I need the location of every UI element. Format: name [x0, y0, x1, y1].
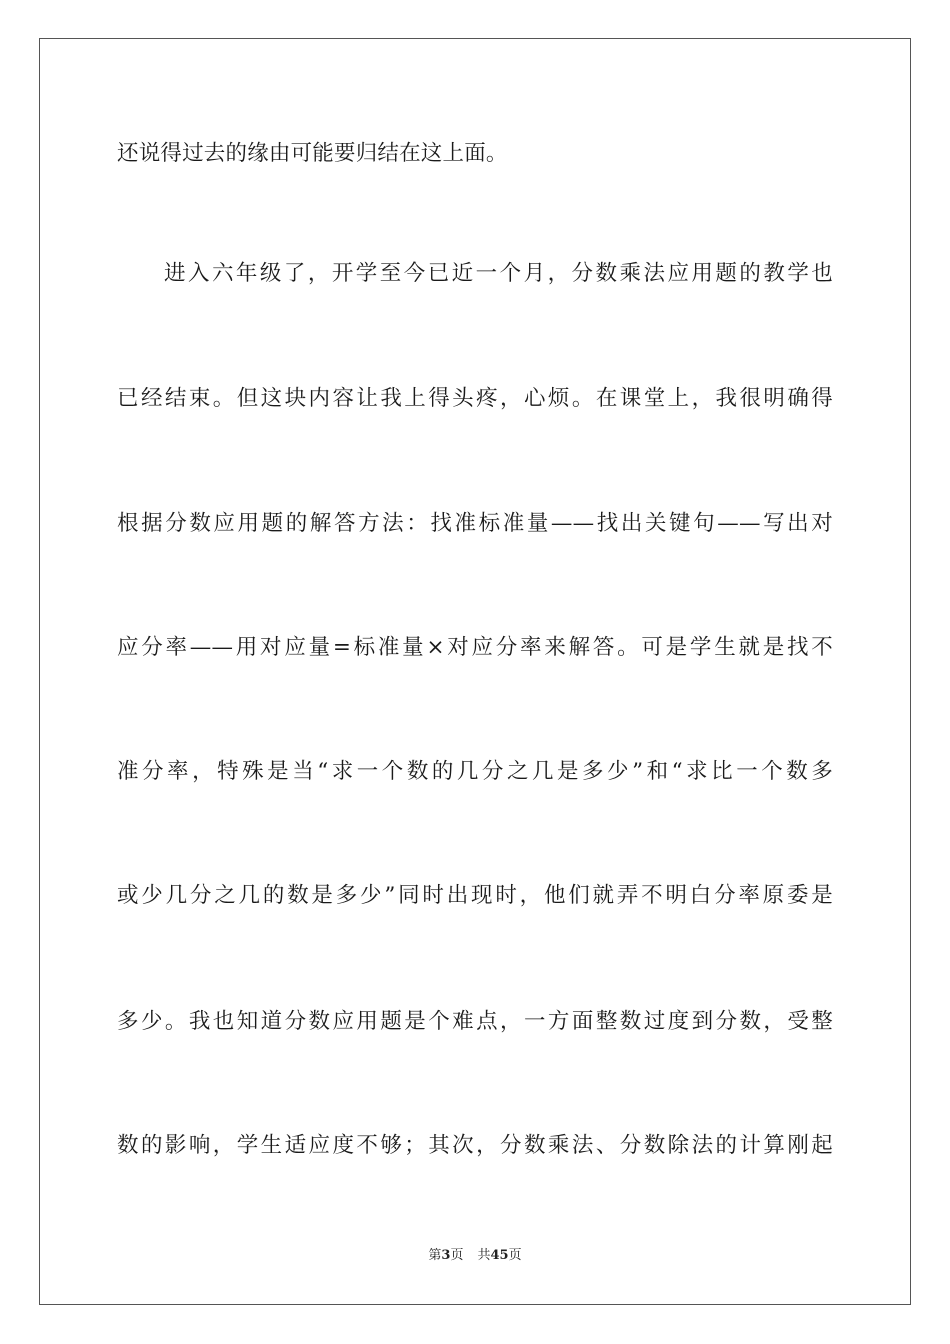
text-line-7: 或少几分之几的数是多少”同时出现时，他们就弄不明白分率原委是 [117, 883, 833, 908]
footer-page-number: 3 [441, 1248, 451, 1263]
text-line-8: 多少。我也知道分数应用题是个难点，一方面整数过度到分数，受整 [117, 1009, 833, 1034]
text-line-6: 准分率，特殊是当“求一个数的几分之几是多少”和“求比一个数多 [117, 759, 833, 784]
footer-total-prefix: 共 [477, 1248, 491, 1263]
footer-total-pages: 45 [490, 1248, 509, 1263]
text-line-9: 数的影响，学生适应度不够；其次，分数乘法、分数除法的计算刚起 [117, 1133, 833, 1158]
text-line-4: 根据分数应用题的解答方法：找准标准量——找出关键句——写出对 [117, 511, 833, 536]
text-line-1: 还说得过去的缘由可能要归结在这上面。 [117, 141, 508, 166]
text-line-2: 进入六年级了，开学至今已近一个月，分数乘法应用题的教学也 [164, 261, 833, 286]
page-footer [0, 1247, 950, 1265]
text-line-5: 应分率——用对应量=标准量×对应分率来解答。可是学生就是找不 [117, 635, 833, 660]
page-border [39, 38, 911, 1305]
footer-total-suffix: 页 [508, 1248, 522, 1263]
text-line-3: 已经结束。但这块内容让我上得头疼，心烦。在课堂上，我很明确得 [117, 386, 833, 411]
footer-page-suffix: 页 [450, 1248, 464, 1263]
footer-page-prefix: 第 [428, 1248, 442, 1263]
